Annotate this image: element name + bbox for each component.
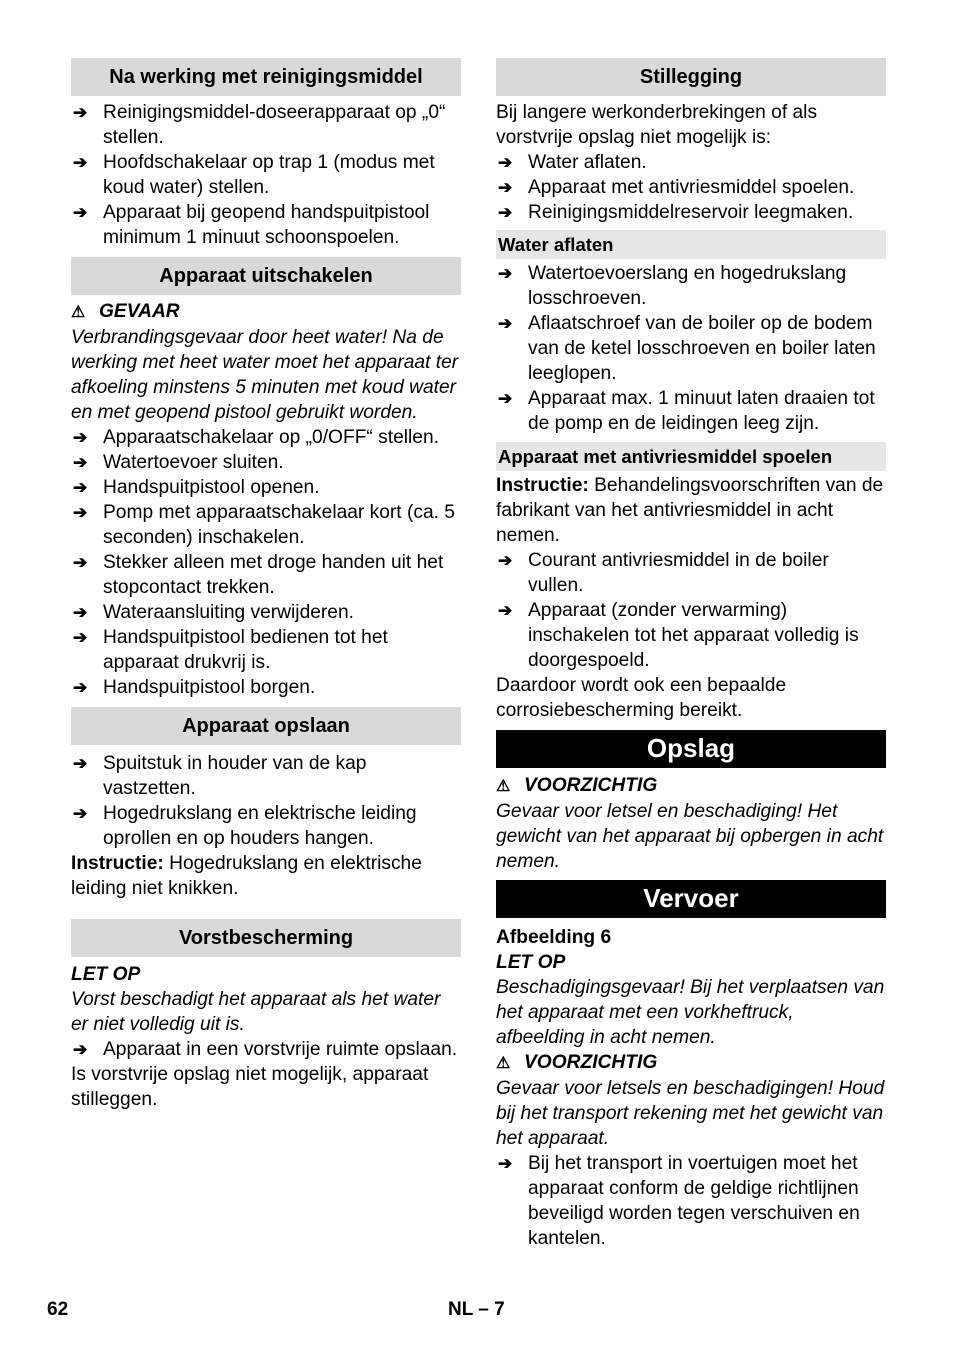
arrow-right-icon: ➔ xyxy=(498,314,513,333)
notice-label: LET OP xyxy=(71,964,141,985)
notice-label: LET OP xyxy=(496,952,566,973)
arrow-right-icon: ➔ xyxy=(498,389,513,408)
notice-text: Beschadigingsgevaar! Bij het verplaatsen van het apparaat met een vorkheftruck, afbeelding in acht nemen. xyxy=(496,977,885,1048)
antifreeze-closing: Daardoor wordt ook een bepaalde corrosiebescherming bereikt. xyxy=(496,675,787,721)
storage-steps xyxy=(71,751,461,851)
drain-steps xyxy=(496,261,886,436)
list-item: ➔ Aflaatschroef van de boiler op de bodem van de ketel losschroeven en boiler laten leeglopen. xyxy=(498,313,876,384)
footer-section-label: NL – 7 xyxy=(448,1299,505,1320)
list-item: ➔ Handspuitpistool bedienen tot het apparaat drukvrij is. xyxy=(73,627,388,673)
section-heading-switch-off: Apparaat uitschakelen xyxy=(71,257,461,295)
arrow-right-icon: ➔ xyxy=(73,203,88,222)
arrow-right-icon: ➔ xyxy=(498,153,513,172)
list-item: ➔ Hoofdschakelaar op trap 1 (modus met koud water) stellen. xyxy=(73,152,435,198)
shutdown-intro: Bij langere werkonderbrekingen of als vorstvrije opslag niet mogelijk is: xyxy=(496,102,818,148)
caution-text: Gevaar voor letsel en beschadiging! Het gewicht van het apparaat bij opbergen in acht nemen. xyxy=(496,801,884,872)
arrow-right-icon: ➔ xyxy=(498,601,513,620)
arrow-right-icon: ➔ xyxy=(498,178,513,197)
list-item: ➔ Spuitstuk in houder van de kap vastzetten. xyxy=(73,753,367,799)
arrow-right-icon: ➔ xyxy=(498,551,513,570)
list-item: ➔ Water aflaten. xyxy=(498,152,647,173)
frost-closing: Is vorstvrije opslag niet mogelijk, apparaat stilleggen. xyxy=(71,1064,429,1110)
list-item: ➔ Handspuitpistool borgen. xyxy=(73,677,316,698)
chapter-heading-transport: Vervoer xyxy=(496,880,886,918)
list-item: ➔ Watertoevoerslang en hogedrukslang losschroeven. xyxy=(498,263,847,309)
left-column xyxy=(71,58,461,1112)
list-item: ➔ Bij het transport in voertuigen moet het apparaat conform de geldige richtlijnen beveiligd worden tegen verschuiven en kantelen. xyxy=(498,1153,860,1249)
list-item: ➔ Apparaatschakelaar op „0/OFF“ stellen. xyxy=(73,427,439,448)
arrow-right-icon: ➔ xyxy=(73,678,88,697)
arrow-right-icon: ➔ xyxy=(73,503,88,522)
list-item: ➔ Courant antivriesmiddel in de boiler vullen. xyxy=(498,550,829,596)
arrow-right-icon: ➔ xyxy=(73,1040,88,1059)
list-item: ➔ Apparaat bij geopend handspuitpistool minimum 1 minuut schoonspoelen. xyxy=(73,202,430,248)
arrow-right-icon: ➔ xyxy=(498,264,513,283)
list-item: ➔ Stekker alleen met droge handen uit het stopcontact trekken. xyxy=(73,552,444,598)
list-item: ➔ Pomp met apparaatschakelaar kort (ca. 5 seconden) inschakelen. xyxy=(73,502,455,548)
section-heading-storage: Apparaat opslaan xyxy=(71,707,461,745)
warning-triangle-icon: ⚠ xyxy=(496,1055,511,1072)
caution-text: Gevaar voor letsels en beschadigingen! Houd bij het transport rekening met het gewicht van het apparaat. xyxy=(496,1078,885,1149)
arrow-right-icon: ➔ xyxy=(73,478,88,497)
list-item: ➔ Apparaat met antivriesmiddel spoelen. xyxy=(498,177,855,198)
right-column xyxy=(496,58,886,1251)
list-item: ➔ Hogedrukslang en elektrische leiding oprollen en op houders hangen. xyxy=(73,803,417,849)
switch-off-steps xyxy=(71,425,461,700)
subsection-heading-drain-water: Water aflaten xyxy=(496,230,886,259)
arrow-right-icon: ➔ xyxy=(73,553,88,572)
warning-triangle-icon: ⚠ xyxy=(496,778,511,795)
danger-label: ⚠ GEVAAR xyxy=(71,299,461,325)
warning-triangle-icon: ⚠ xyxy=(71,304,86,321)
arrow-right-icon: ➔ xyxy=(73,103,88,122)
list-item: ➔ Apparaat in een vorstvrije ruimte opslaan. xyxy=(73,1039,458,1060)
figure-reference: Afbeelding 6 xyxy=(496,927,612,948)
caution-label: ⚠ VOORZICHTIG xyxy=(496,1050,886,1076)
subsection-heading-antifreeze: Apparaat met antivriesmiddel spoelen xyxy=(496,442,886,471)
transport-steps xyxy=(496,1151,886,1251)
storage-note: Instructie: Hogedrukslang en elektrische leiding niet knikken. xyxy=(71,853,422,899)
arrow-right-icon: ➔ xyxy=(73,453,88,472)
list-item: ➔ Apparaat (zonder verwarming) inschakelen tot het apparaat volledig is doorgespoeld. xyxy=(498,600,859,671)
caution-label: ⚠ VOORZICHTIG xyxy=(496,773,886,799)
list-item: ➔ Reinigingsmiddelreservoir leegmaken. xyxy=(498,202,854,223)
arrow-right-icon: ➔ xyxy=(73,603,88,622)
antifreeze-note: Instructie: Behandelingsvoorschriften van de fabrikant van het antivriesmiddel in acht nemen. xyxy=(496,475,884,546)
list-item: ➔ Reinigingsmiddel-doseerapparaat op „0“ stellen. xyxy=(73,102,446,148)
section-heading-after-detergent: Na werking met reinigingsmiddel xyxy=(71,58,461,96)
arrow-right-icon: ➔ xyxy=(498,203,513,222)
danger-text: Verbrandingsgevaar door heet water! Na de werking met heet water moet het apparaat ter afkoeling minstens 5 minuten met koud water en met geopend pistool gebruikt worden. xyxy=(71,327,459,423)
notice-text: Vorst beschadigt het apparaat als het water er niet volledig uit is. xyxy=(71,989,441,1035)
antifreeze-steps xyxy=(496,548,886,673)
arrow-right-icon: ➔ xyxy=(498,1154,513,1173)
arrow-right-icon: ➔ xyxy=(73,153,88,172)
page-number: 62 xyxy=(47,1299,69,1320)
list-item: ➔ Watertoevoer sluiten. xyxy=(73,452,284,473)
arrow-right-icon: ➔ xyxy=(73,804,88,823)
arrow-right-icon: ➔ xyxy=(73,754,88,773)
list-item: ➔ Apparaat max. 1 minuut laten draaien tot de pomp en de leidingen leeg zijn. xyxy=(498,388,875,434)
section-heading-shutdown: Stillegging xyxy=(496,58,886,96)
section-heading-frost-protection: Vorstbescherming xyxy=(71,919,461,957)
list-item: ➔ Handspuitpistool openen. xyxy=(73,477,320,498)
shutdown-steps xyxy=(496,150,886,225)
arrow-right-icon: ➔ xyxy=(73,428,88,447)
arrow-right-icon: ➔ xyxy=(73,628,88,647)
list-item: ➔ Wateraansluiting verwijderen. xyxy=(73,602,354,623)
frost-steps xyxy=(71,1037,461,1062)
chapter-heading-storage: Opslag xyxy=(496,730,886,768)
after-detergent-steps xyxy=(71,100,461,250)
